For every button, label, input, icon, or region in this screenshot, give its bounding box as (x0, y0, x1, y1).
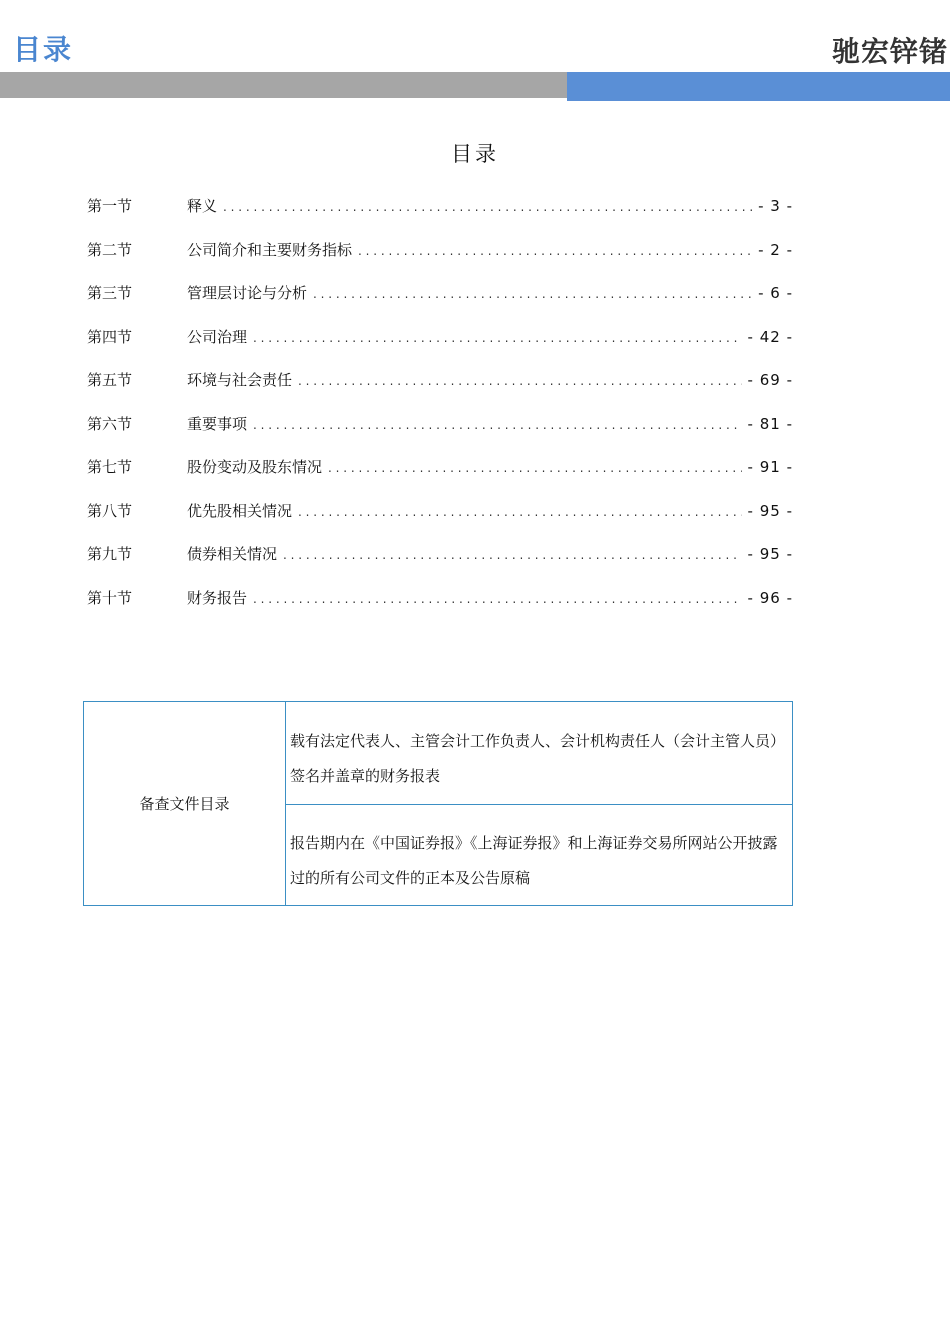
toc-section-number: 第七节 (87, 458, 133, 476)
toc-section-number: 第五节 (87, 371, 133, 389)
toc-entry-title: 债券相关情况 (187, 545, 278, 563)
toc-leader-dots (253, 411, 742, 439)
toc-section-number: 第四节 (87, 327, 133, 346)
toc-entry-title: 公司简介和主要财务指标 (187, 240, 353, 259)
reference-documents-table (83, 701, 793, 906)
toc-leader-dots (253, 324, 742, 352)
toc-section-number: 第六节 (87, 414, 133, 433)
toc-section-number: 第十节 (87, 588, 133, 607)
toc-leader-dots (223, 193, 752, 221)
toc-leader-dots (358, 237, 752, 265)
toc-entry-title: 重要事项 (187, 414, 248, 433)
brand-logo-text: 驰宏锌锗 (831, 35, 948, 68)
toc-entry[interactable] (87, 453, 793, 497)
toc-heading: 目录 (451, 142, 499, 166)
header-bar-blue (567, 72, 950, 101)
toc-entry[interactable] (87, 584, 793, 628)
toc-entry[interactable] (87, 323, 793, 367)
toc-leader-dots (253, 585, 742, 613)
toc-page-number: - 96 - (747, 588, 793, 607)
toc-leader-dots (328, 454, 742, 482)
toc-page-number: - 6 - (758, 284, 793, 302)
toc-entry[interactable] (87, 497, 793, 541)
toc-entry[interactable] (87, 192, 793, 236)
table-of-contents (87, 192, 793, 627)
toc-page-number: - 3 - (758, 197, 793, 215)
toc-page-number: - 95 - (747, 501, 793, 520)
toc-page-number: - 91 - (747, 458, 793, 476)
toc-page-number: - 42 - (747, 327, 793, 346)
toc-leader-dots (298, 367, 742, 395)
toc-entry-title: 公司治理 (187, 327, 248, 346)
toc-entry[interactable] (87, 540, 793, 584)
header-title: 目录 (13, 33, 74, 66)
toc-entry[interactable] (87, 410, 793, 454)
header-bar-gray (0, 72, 567, 98)
toc-entry[interactable] (87, 279, 793, 323)
reference-document-item: 报告期内在《中国证券报》《上海证券报》和上海证券交易所网站公开披露过的所有公司文件的正本及公告原稿 (290, 834, 778, 887)
toc-entry[interactable] (87, 236, 793, 280)
toc-section-number: 第九节 (87, 545, 133, 563)
toc-page-number: - 69 - (747, 371, 793, 389)
toc-leader-dots (313, 280, 752, 308)
reference-document-item: 载有法定代表人、主管会计工作负责人、会计机构责任人（会计主管人员）签名并盖章的财务报表 (286, 702, 792, 805)
toc-entry-title: 财务报告 (187, 588, 248, 607)
toc-page-number: - 95 - (747, 545, 793, 563)
toc-entry[interactable] (87, 366, 793, 410)
toc-section-number: 第三节 (87, 284, 133, 302)
toc-entry-title: 释义 (187, 197, 218, 215)
toc-entry-title: 股份变动及股东情况 (187, 458, 323, 476)
toc-section-number: 第一节 (87, 197, 133, 215)
toc-entry-title: 管理层讨论与分析 (187, 284, 308, 302)
toc-leader-dots (298, 498, 742, 526)
toc-leader-dots (283, 541, 742, 569)
toc-section-number: 第八节 (87, 501, 133, 520)
toc-page-number: - 2 - (758, 240, 793, 259)
toc-section-number: 第二节 (87, 240, 133, 259)
toc-page-number: - 81 - (747, 414, 793, 433)
toc-entry-title: 环境与社会责任 (187, 371, 293, 389)
toc-entry-title: 优先股相关情况 (187, 501, 293, 520)
reference-documents-label: 备查文件目录 (84, 702, 286, 905)
